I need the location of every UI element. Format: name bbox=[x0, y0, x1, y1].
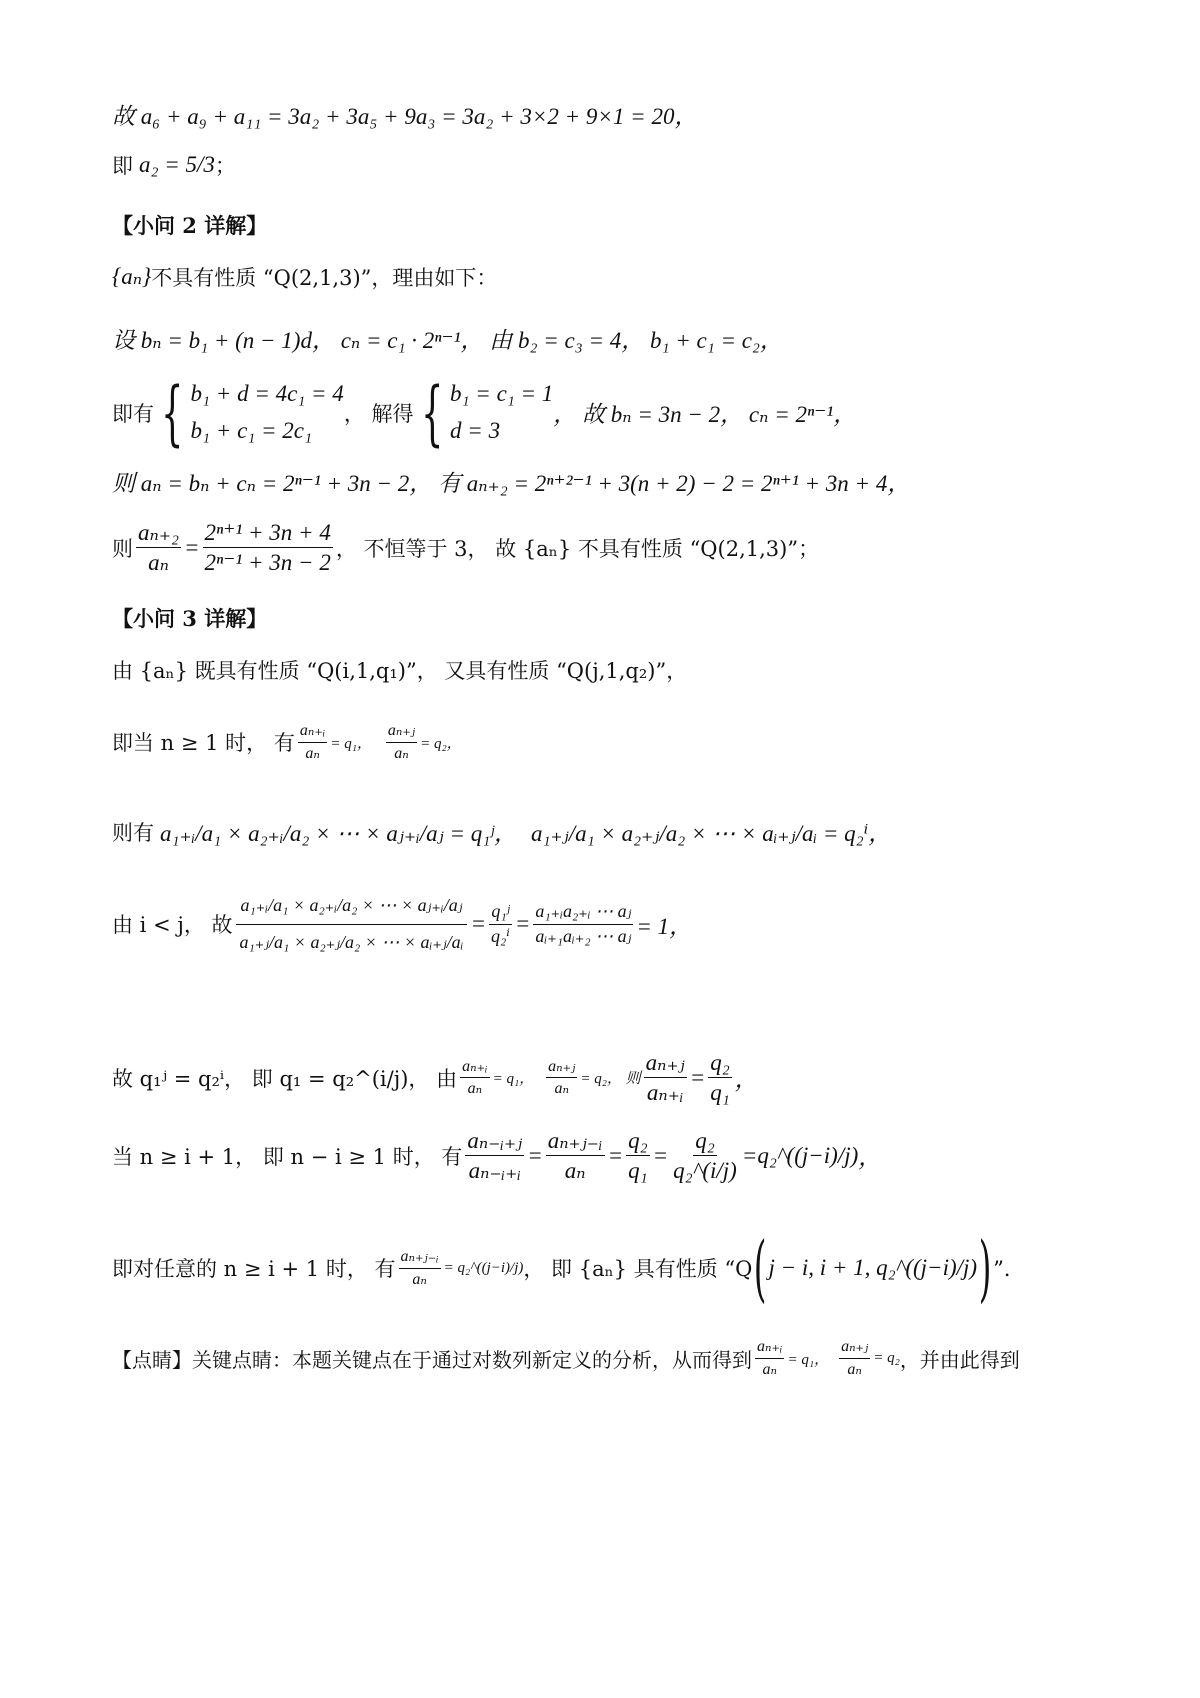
prefix: 由 i < j， 故 bbox=[112, 913, 233, 938]
left-brace: { bbox=[161, 371, 184, 454]
math-a2-value: a₂ = 5/3 bbox=[139, 152, 215, 177]
denominator: aₙ₋ᵢ₊ᵢ bbox=[468, 1158, 521, 1184]
fraction-4 bbox=[671, 1128, 739, 1184]
fraction-3 bbox=[644, 1050, 687, 1106]
equation-system-1 bbox=[191, 376, 344, 450]
heading-text: 【小问 2 详解】 bbox=[112, 213, 268, 238]
denominator: aᵢ₊₁aᵢ₊₂ ⋯ aⱼ bbox=[535, 925, 632, 946]
denominator: q₁ bbox=[628, 1158, 648, 1184]
heading-text: 【小问 3 详解】 bbox=[112, 606, 268, 631]
fraction-an2-over-an bbox=[136, 520, 181, 576]
fraction-an-i-over-an bbox=[298, 722, 327, 762]
equals: = bbox=[689, 1064, 706, 1090]
subquestion-2-heading bbox=[112, 210, 267, 240]
fraction-1 bbox=[460, 1058, 489, 1098]
prefix: 即 bbox=[112, 154, 133, 178]
solution-line-9 bbox=[112, 722, 462, 762]
solution-line-10 bbox=[112, 815, 891, 848]
system-1-eq-1: b₁ + d = 4c₁ = 4 bbox=[190, 381, 344, 406]
numerator: a₁₊ᵢ/a₁ × a₂₊ᵢ/a₂ × ⋯ × aⱼ₊ᵢ/aⱼ bbox=[236, 890, 466, 925]
numerator: aₙ₊ⱼ bbox=[644, 1050, 687, 1078]
fraction-2 bbox=[546, 1058, 577, 1098]
prefix: 则 bbox=[112, 536, 133, 561]
equals: = bbox=[607, 1142, 624, 1168]
left-paren: ( bbox=[754, 1226, 767, 1310]
equals: = bbox=[527, 1142, 543, 1168]
suffix: ， 不恒等于 3， 故 {aₙ} 不具有性质 “Q(2,1,3)”； bbox=[335, 536, 820, 561]
numerator: q₂ bbox=[708, 1050, 732, 1078]
numerator: 2ⁿ⁺¹ + 3n + 4 bbox=[203, 520, 333, 548]
text: 故 a₆ + a₉ + a₁₁ = 3a₂ + 3a₅ + 9a₃ = 3a₂ + 3×2 + 9×1 = 20， bbox=[112, 104, 698, 129]
denominator: aₙ bbox=[554, 1080, 569, 1098]
prefix: 即对任意的 n ≥ i + 1 时， 有 bbox=[112, 1257, 396, 1281]
big-fraction bbox=[236, 890, 468, 959]
numerator: aₙ₊ⱼ bbox=[386, 722, 417, 743]
rhs-power: q₂^((j−i)/j) bbox=[757, 1142, 859, 1168]
denominator: aₙ bbox=[412, 1270, 427, 1288]
rhs: = q₂ bbox=[873, 1349, 900, 1366]
solution-line-3 bbox=[112, 262, 497, 292]
rhs: = q₁， bbox=[330, 735, 372, 752]
system-2-eq-1: b₁ = c₁ = 1 bbox=[450, 381, 554, 406]
denominator: aₙ bbox=[467, 1080, 483, 1098]
solution-line-2 bbox=[112, 150, 236, 180]
fraction-q-powers bbox=[489, 902, 512, 947]
numerator: q₂ bbox=[693, 1128, 717, 1156]
numerator: aₙ₊ᵢ bbox=[460, 1058, 489, 1079]
property-args: j − i, i + 1, q₂^((j−i)/j) bbox=[768, 1255, 978, 1280]
key-point-line bbox=[112, 1338, 1020, 1378]
denominator: aₙ bbox=[148, 550, 169, 576]
equals: = bbox=[741, 1142, 758, 1168]
fraction-4 bbox=[708, 1050, 732, 1106]
right-paren: ) bbox=[978, 1226, 992, 1310]
prefix: 则有 bbox=[112, 820, 154, 845]
denominator: 2ⁿ⁻¹ + 3n − 2 bbox=[204, 550, 331, 576]
fraction-1 bbox=[465, 1128, 524, 1184]
fraction-powers bbox=[203, 520, 333, 576]
fraction-1 bbox=[755, 1338, 784, 1378]
denominator: aₙ bbox=[762, 1360, 777, 1378]
numerator: aₙ₊ᵢ bbox=[755, 1338, 784, 1359]
solution-line-13 bbox=[112, 1128, 881, 1184]
fraction bbox=[399, 1248, 441, 1288]
prefix: 即有 bbox=[112, 401, 154, 426]
suffix: ， bbox=[858, 1145, 882, 1171]
solution-line-1 bbox=[112, 98, 697, 131]
product-expression-2: a₁₊ⱼ/a₁ × a₂₊ⱼ/a₂ × ⋯ × aᵢ₊ⱼ/aᵢ = q₂ⁱ， bbox=[531, 821, 892, 846]
left-brace: { bbox=[420, 371, 443, 454]
denominator: aₙ bbox=[305, 744, 320, 762]
numerator: aₙ₊ᵢ bbox=[298, 722, 327, 743]
denominator: aₙ bbox=[847, 1360, 862, 1378]
sequence-symbol: {aₙ} bbox=[112, 264, 152, 289]
product-expression-1: a₁₊ᵢ/a₁ × a₂₊ᵢ/a₂ × ⋯ × aⱼ₊ᵢ/aⱼ = q₁ʲ， bbox=[160, 821, 518, 846]
suffix: ，并由此得到 bbox=[899, 1347, 1020, 1372]
denominator: aₙ bbox=[564, 1158, 586, 1184]
equation-system-2 bbox=[450, 376, 553, 450]
subquestion-3-heading bbox=[112, 603, 267, 633]
text: 则 aₙ = bₙ + cₙ = 2ⁿ⁻¹ + 3n − 2， 有 aₙ₊₂ = 2ⁿ⁺²⁻¹ + 3(n + 2) − 2 = 2ⁿ⁺¹ + 3n + 4， bbox=[112, 471, 911, 496]
numerator: aₙ₋ᵢ₊ⱼ bbox=[465, 1128, 524, 1156]
system-2-eq-2: d = 3 bbox=[450, 417, 501, 443]
numerator: aₙ₊ⱼ₋ᵢ bbox=[546, 1128, 605, 1156]
fraction-products bbox=[533, 902, 633, 947]
rhs: = q₂^((j−i)/j) bbox=[443, 1259, 524, 1276]
denominator: aₙ bbox=[394, 744, 409, 762]
prefix: 【点睛】关键点睛：本题关键点在于通过对数列新定义的分析，从而得到 bbox=[112, 1347, 752, 1372]
system-1-eq-2: b₁ + c₁ = 2c₁ bbox=[190, 417, 312, 443]
suffix: ， bbox=[734, 1067, 758, 1093]
denominator: q₁ bbox=[710, 1080, 730, 1106]
equals: = bbox=[470, 911, 486, 937]
fraction-an-j-over-an bbox=[386, 722, 417, 762]
denominator: aₙ₊ᵢ bbox=[646, 1080, 684, 1106]
suffix: ； bbox=[214, 154, 236, 178]
numerator: aₙ₊ⱼ bbox=[546, 1058, 577, 1079]
denominator: a₁₊ⱼ/a₁ × a₂₊ⱼ/a₂ × ⋯ × aᵢ₊ⱼ/aᵢ bbox=[239, 931, 464, 952]
numerator: aₙ₊₂ bbox=[136, 520, 181, 548]
rhs: = q₁， bbox=[492, 1071, 535, 1088]
text: 不具有性质 “Q(2,1,3)”，理由如下： bbox=[151, 266, 498, 290]
numerator: aₙ₊ⱼ bbox=[839, 1338, 870, 1359]
suffix: ”． bbox=[993, 1257, 1025, 1281]
solution-line-5 bbox=[112, 371, 857, 454]
solution-line-6 bbox=[112, 465, 910, 498]
solution-line-11 bbox=[112, 890, 692, 959]
prefix: 当 n ≥ i + 1， 即 n − i ≥ 1 时， 有 bbox=[112, 1144, 463, 1169]
solution-line-12 bbox=[112, 1050, 758, 1106]
equals: = bbox=[652, 1142, 669, 1168]
rhs: = q₂， 则 bbox=[580, 1071, 641, 1088]
solution-line-8 bbox=[112, 655, 687, 685]
text: 由 {aₙ} 既具有性质 “Q(i,1,q₁)”， 又具有性质 “Q(j,1,q₂)”， bbox=[112, 659, 688, 683]
mid-text: ， 即 {aₙ} 具有性质 “Q bbox=[523, 1257, 753, 1281]
solution-line-7 bbox=[112, 520, 819, 576]
numerator: q₁ʲ bbox=[489, 902, 511, 925]
equals: = bbox=[183, 534, 200, 560]
solution-line-14 bbox=[112, 1226, 1025, 1310]
rhs: = q₁， bbox=[787, 1351, 830, 1368]
text: 设 bₙ = b₁ + (n − 1)d， cₙ = c₁ · 2ⁿ⁻¹， 由 b₂ = c₃ = 4， b₁ + c₁ = c₂， bbox=[112, 328, 783, 353]
fraction-3 bbox=[626, 1128, 650, 1184]
solution-line-4 bbox=[112, 322, 783, 355]
numerator: q₂ bbox=[626, 1128, 650, 1156]
numerator: aₙ₊ⱼ₋ᵢ bbox=[399, 1248, 441, 1269]
denominator: q₂^(i/j) bbox=[673, 1158, 737, 1184]
denominator: q₂ⁱ bbox=[491, 925, 510, 946]
fraction-2 bbox=[839, 1338, 870, 1378]
equals: = bbox=[514, 911, 531, 937]
prefix: 即当 n ≥ 1 时， 有 bbox=[112, 731, 295, 756]
suffix: = 1， bbox=[636, 913, 693, 939]
suffix: ， 故 bₙ = 3n − 2， cₙ = 2ⁿ⁻¹， bbox=[553, 402, 857, 428]
rhs: = q₂， bbox=[420, 735, 462, 752]
mid-text: ， 解得 bbox=[343, 401, 414, 426]
numerator: a₁₊ᵢa₂₊ᵢ ⋯ aⱼ bbox=[533, 902, 633, 925]
fraction-2 bbox=[546, 1128, 605, 1184]
prefix: 故 q₁ʲ = q₂ⁱ， 即 q₁ = q₂^(i/j)， 由 bbox=[112, 1066, 458, 1091]
